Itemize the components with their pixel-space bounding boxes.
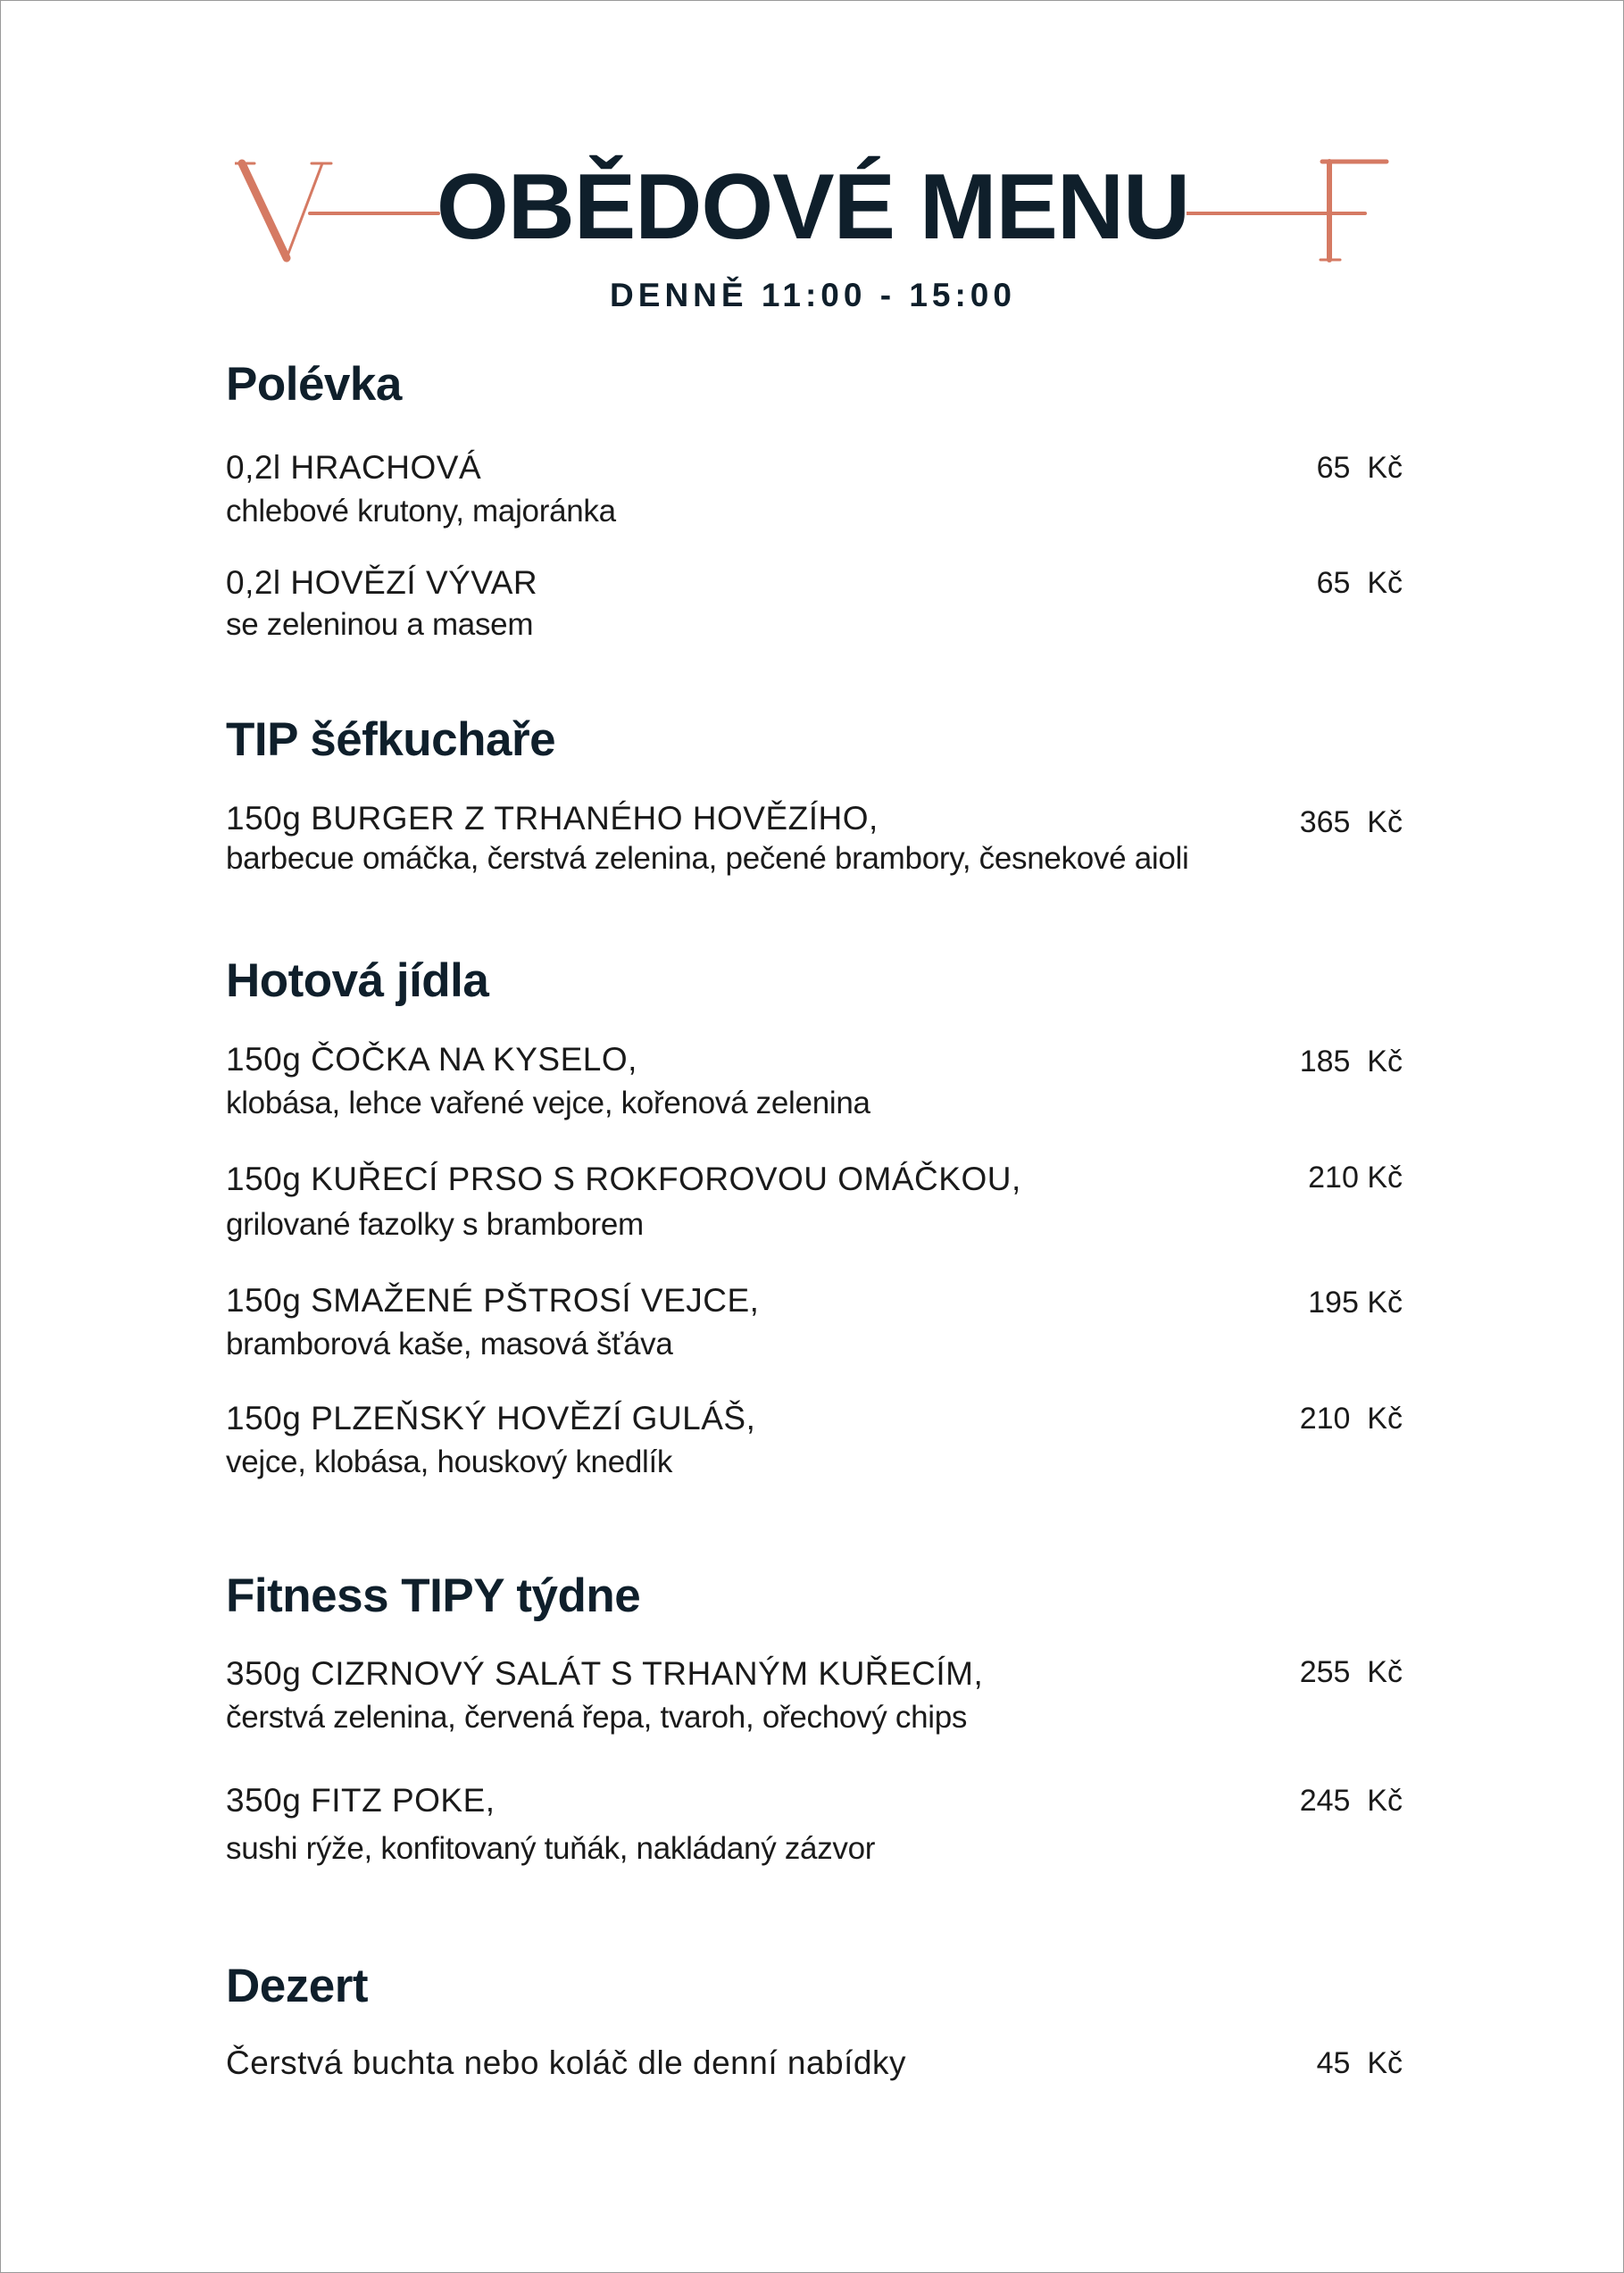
opening-hours: DENNĚ 11:00 - 15:00	[610, 277, 1016, 313]
item-price: 210 Kč	[1299, 1402, 1403, 1436]
item-price: 185 Kč	[1299, 1045, 1403, 1078]
item-price: 210 Kč	[1308, 1161, 1403, 1195]
item-name: 150g SMAŽENÉ PŠTROSÍ VEJCE,	[226, 1282, 760, 1319]
item-description: čerstvá zelenina, červená řepa, tvaroh, ořechový chips	[226, 1700, 968, 1735]
item-description: chlebové krutony, majoránka	[226, 494, 616, 529]
item-price: 65 Kč	[1316, 451, 1403, 485]
item-description: barbecue omáčka, čerstvá zelenina, pečené brambory, česnekové aioli	[226, 841, 1189, 876]
section-title-soup: Polévka	[226, 358, 402, 411]
item-description: se zeleninou a masem	[226, 607, 534, 642]
item-description: sushi rýže, konfitovaný tuňák, nakládaný zázvor	[226, 1831, 876, 1866]
section-title-dessert: Dezert	[226, 1960, 369, 2012]
item-price: 245 Kč	[1299, 1784, 1403, 1818]
item-price: 195 Kč	[1308, 1286, 1403, 1320]
item-price: 45 Kč	[1316, 2046, 1403, 2080]
item-name: 150g PLZEŇSKÝ HOVĚZÍ GULÁŠ,	[226, 1400, 756, 1436]
item-description: vejce, klobása, houskový knedlík	[226, 1445, 673, 1479]
item-name: 150g BURGER Z TRHANÉHO HOVĚZÍHO,	[226, 800, 879, 837]
item-description: klobása, lehce vařené vejce, kořenová zelenina	[226, 1086, 870, 1120]
f-logo-icon	[1187, 153, 1401, 269]
section-title-ready-meals: Hotová jídla	[226, 954, 489, 1007]
item-price: 65 Kč	[1316, 566, 1403, 600]
item-name: 350g CIZRNOVÝ SALÁT S TRHANÝM KUŘECÍM,	[226, 1655, 984, 1692]
item-name: 150g KUŘECÍ PRSO S ROKFOROVOU OMÁČKOU,	[226, 1161, 1021, 1197]
section-title-fitness: Fitness TIPY týdne	[226, 1569, 641, 1622]
item-description: grilované fazolky s bramborem	[226, 1207, 644, 1242]
item-description: bramborová kaše, masová šťáva	[226, 1327, 673, 1361]
item-price: 255 Kč	[1299, 1655, 1403, 1689]
item-name: 150g ČOČKA NA KYSELO,	[226, 1041, 637, 1078]
item-name: 0,2l HRACHOVÁ	[226, 449, 482, 486]
item-name: 350g FITZ POKE,	[226, 1782, 496, 1819]
item-name: 0,2l HOVĚZÍ VÝVAR	[226, 564, 538, 601]
page-title: OBĚDOVÉ MENU	[436, 155, 1190, 259]
item-price: 365 Kč	[1299, 805, 1403, 839]
section-title-chef-tip: TIP šéfkuchaře	[226, 713, 556, 766]
item-name: Čerstvá buchta nebo koláč dle denní nabídky	[226, 2044, 906, 2081]
